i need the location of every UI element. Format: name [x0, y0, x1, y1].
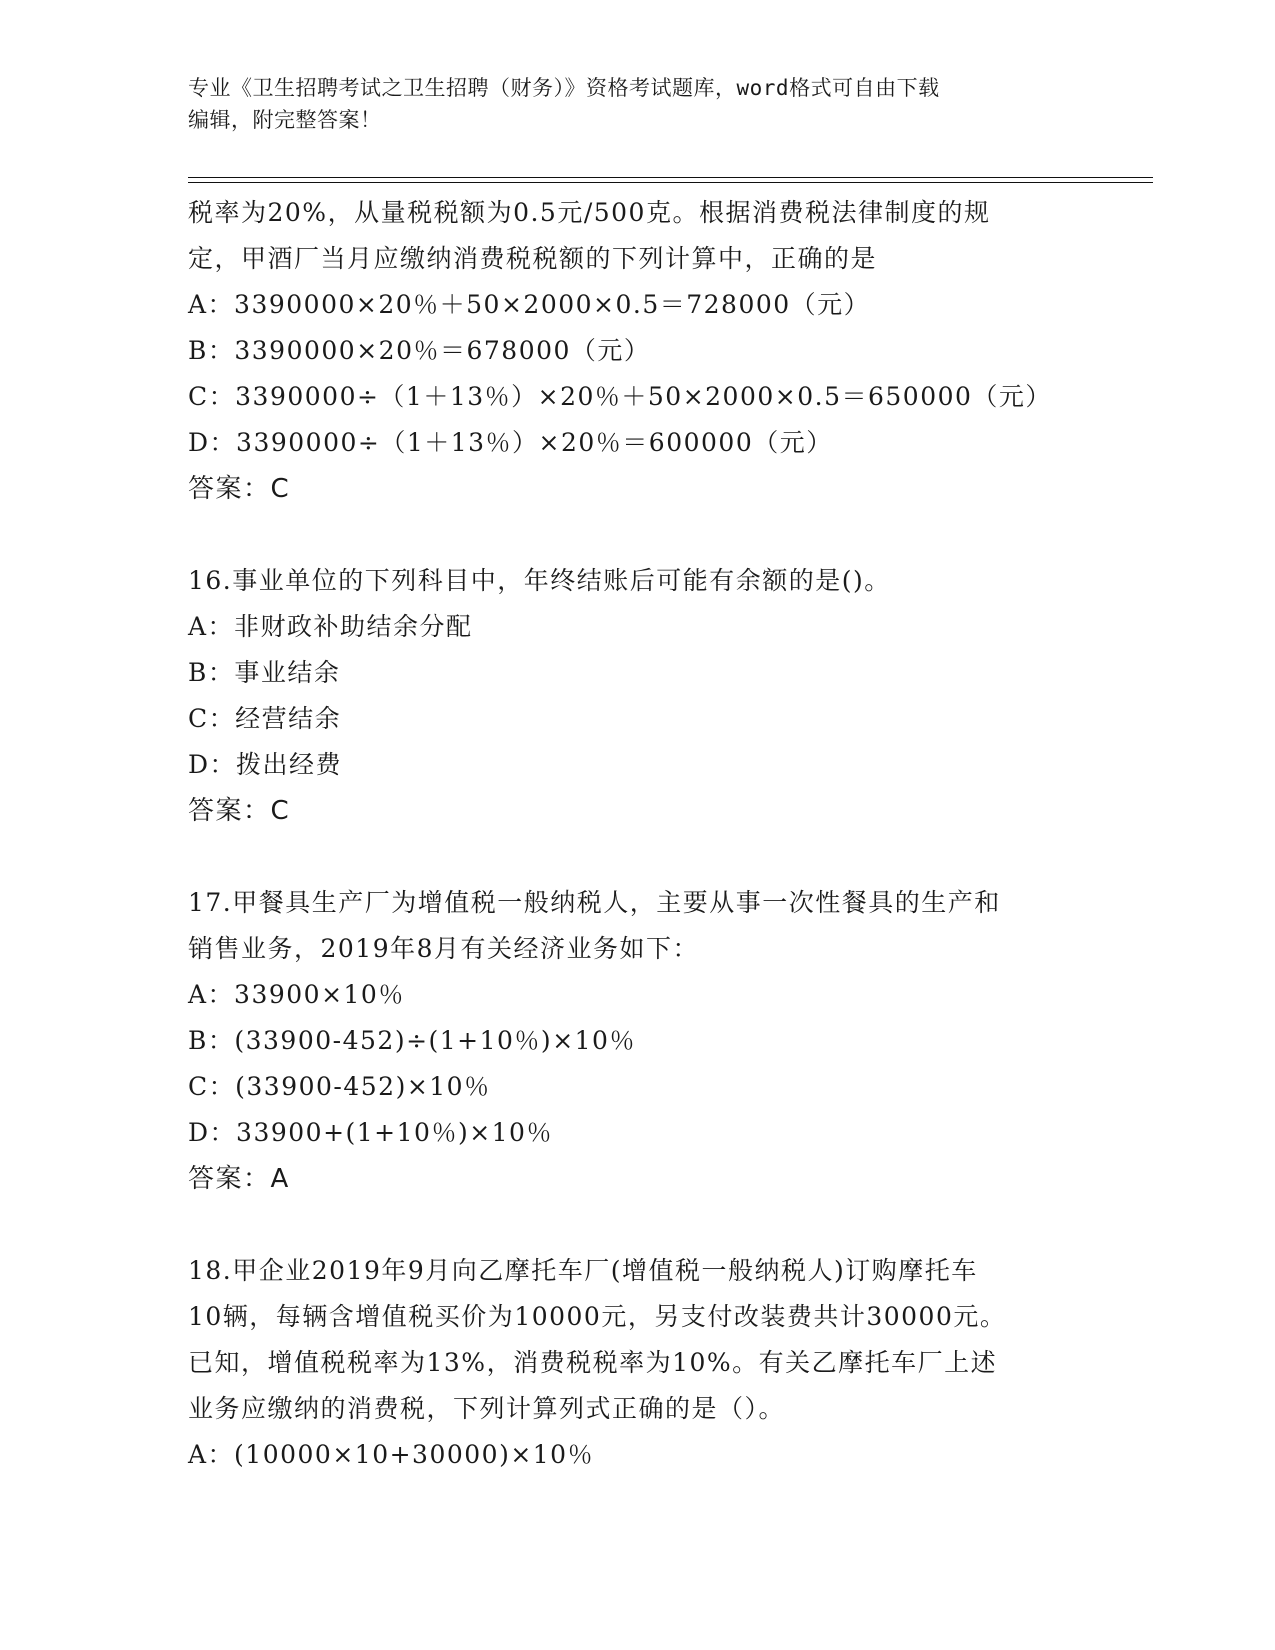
question-text-line: 销售业务，2019年8月有关经济业务如下：: [188, 934, 700, 963]
option-c: C：经营结余: [188, 704, 342, 733]
header-divider-bottom: [188, 182, 1153, 183]
answer-label: 答案：A: [188, 1164, 290, 1194]
question-text-line: 16.事业单位的下列科目中，年终结账后可能有余额的是()。: [188, 566, 891, 595]
header-divider-top: [188, 177, 1153, 178]
option-d: D：拨出经费: [188, 750, 343, 779]
question-15: [188, 190, 1088, 512]
question-text-line: 定，甲酒厂当月应缴纳消费税税额的下列计算中，正确的是: [188, 244, 878, 273]
option-c: C：3390000÷（1＋13％）×20％＋50×2000×0.5＝650000（元）: [188, 382, 1052, 411]
question-text-line: 税率为20%，从量税税额为0.5元/500克。根据消费税法律制度的规: [188, 198, 991, 227]
header-line-1: 专业《卫生招聘考试之卫生招聘（财务）》资格考试题库，word格式可自由下载: [188, 76, 940, 100]
option-a: A：(10000×10+30000)×10％: [188, 1440, 595, 1469]
question-text-line: 18.甲企业2019年9月向乙摩托车厂(增值税一般纳税人)订购摩托车: [188, 1256, 978, 1285]
option-b: B：3390000×20％＝678000（元）: [188, 336, 651, 365]
option-a: A：33900×10％: [188, 980, 405, 1009]
answer-label: 答案：C: [188, 796, 291, 826]
question-text-line: 已知，增值税税率为13%，消费税税率为10%。有关乙摩托车厂上述: [188, 1348, 998, 1377]
option-d: D：33900+(1+10％)×10％: [188, 1118, 553, 1147]
option-c: C：(33900-452)×10％: [188, 1072, 491, 1101]
option-d: D：3390000÷（1＋13％）×20％＝600000（元）: [188, 428, 833, 457]
question-18: [188, 1248, 1088, 1478]
question-text-line: 业务应缴纳的消费税，下列计算列式正确的是（）。: [188, 1394, 786, 1423]
question-text-line: 17.甲餐具生产厂为增值税一般纳税人，主要从事一次性餐具的生产和: [188, 888, 1001, 917]
option-a: A：非财政补助结余分配: [188, 612, 473, 641]
option-b: B：(33900-452)÷(1+10％)×10％: [188, 1026, 636, 1055]
question-content: [188, 190, 1088, 1478]
answer-label: 答案：C: [188, 474, 291, 504]
question-text-line: 10辆，每辆含增值税买价为10000元，另支付改装费共计30000元。: [188, 1302, 1007, 1331]
document-header: [188, 72, 1088, 136]
option-b: B：事业结余: [188, 658, 341, 687]
question-16: [188, 558, 1088, 834]
option-a: A：3390000×20％＋50×2000×0.5＝728000（元）: [188, 290, 871, 319]
question-17: [188, 880, 1088, 1202]
header-line-2: 编辑，附完整答案！: [188, 108, 382, 132]
